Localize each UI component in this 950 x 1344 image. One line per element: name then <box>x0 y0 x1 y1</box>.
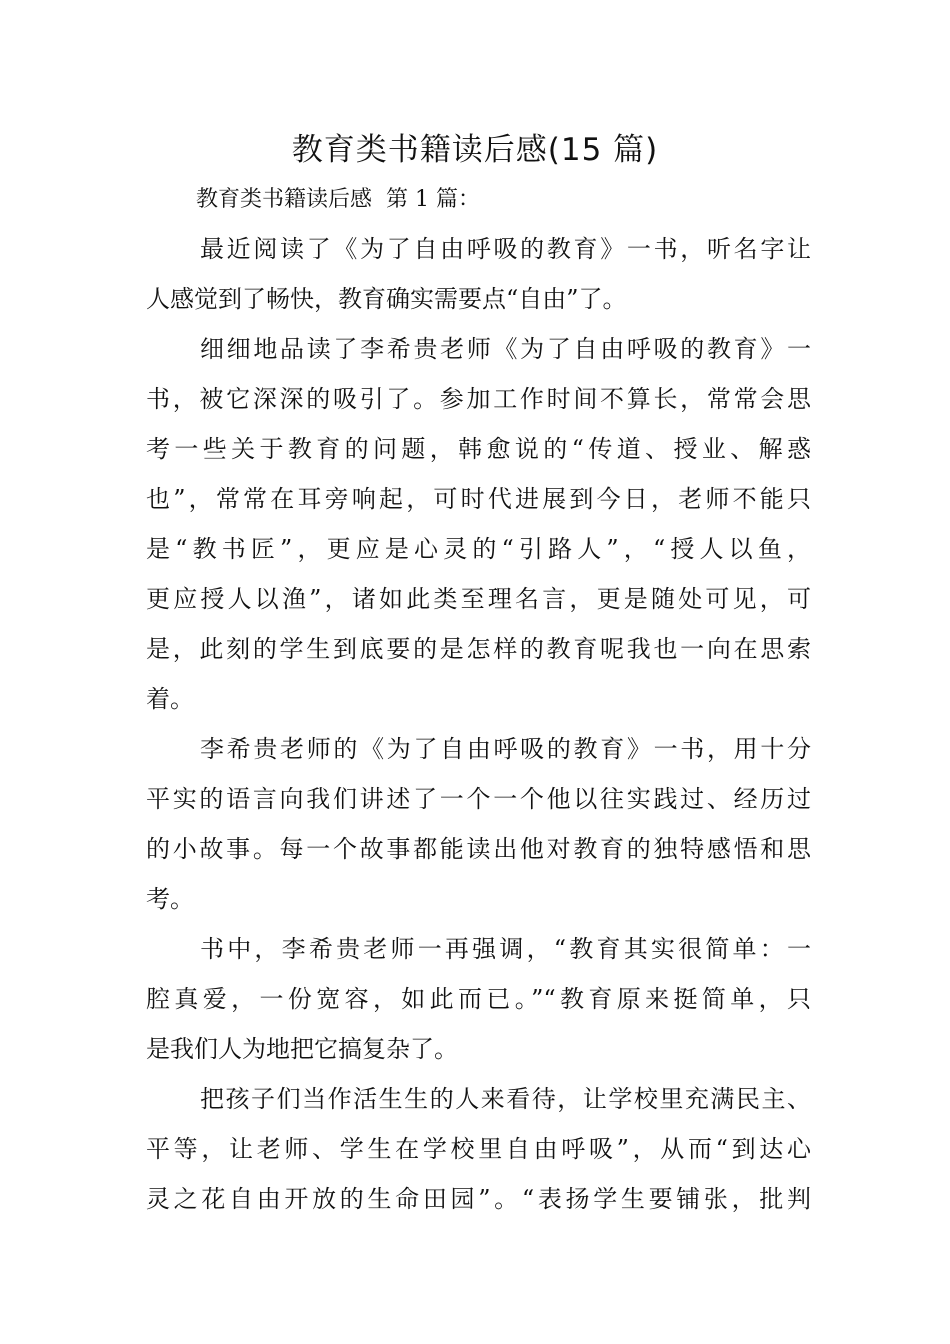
body-line: 灵之花自由开放的生命田园”。“表扬学生要铺张，批判 <box>146 1185 811 1213</box>
body-line: 是“教书匠”，更应是心灵的“引路人”，“授人以鱼， <box>146 535 811 563</box>
body-line: 也”，常常在耳旁响起，可时代进展到今日，老师不能只 <box>146 485 811 513</box>
body-line: 的小故事。每一个故事都能读出他对教育的独特感悟和思 <box>146 835 811 863</box>
body-line: 腔真爱，一份宽容，如此而已。”“教育原来挺简单，只 <box>146 985 811 1013</box>
body-line: 着。 <box>146 685 194 713</box>
section-heading: 教育类书籍读后感 第 1 篇： <box>196 187 480 212</box>
body-line: 书，被它深深的吸引了。参加工作时间不算长，常常会思 <box>146 385 811 413</box>
body-line: 最近阅读了《为了自由呼吸的教育》一书，听名字让 <box>200 235 811 263</box>
body-line: 考一些关于教育的问题，韩愈说的“传道、授业、解惑 <box>146 435 811 463</box>
body-line: 是，此刻的学生到底要的是怎样的教育呢我也一向在思索 <box>146 635 811 663</box>
body-line: 平等，让老师、学生在学校里自由呼吸”，从而“到达心 <box>146 1135 811 1163</box>
body-line: 人感觉到了畅快，教育确实需要点“自由”了。 <box>146 285 627 313</box>
body-line: 更应授人以渔”，诸如此类至理名言，更是随处可见，可 <box>146 585 811 613</box>
body-line: 把孩子们当作活生生的人来看待，让学校里充满民主、 <box>200 1085 811 1113</box>
body-line: 书中，李希贵老师一再强调，“教育其实很简单：一 <box>200 935 811 963</box>
body-line: 考。 <box>146 885 194 913</box>
body-line: 平实的语言向我们讲述了一个一个他以往实践过、经历过 <box>146 785 811 813</box>
document-title: 教育类书籍读后感(15 篇) <box>291 132 659 168</box>
body-line: 李希贵老师的《为了自由呼吸的教育》一书，用十分 <box>200 735 811 763</box>
body-line: 细细地品读了李希贵老师《为了自由呼吸的教育》一 <box>200 335 811 363</box>
body-line: 是我们人为地把它搞复杂了。 <box>146 1035 458 1063</box>
